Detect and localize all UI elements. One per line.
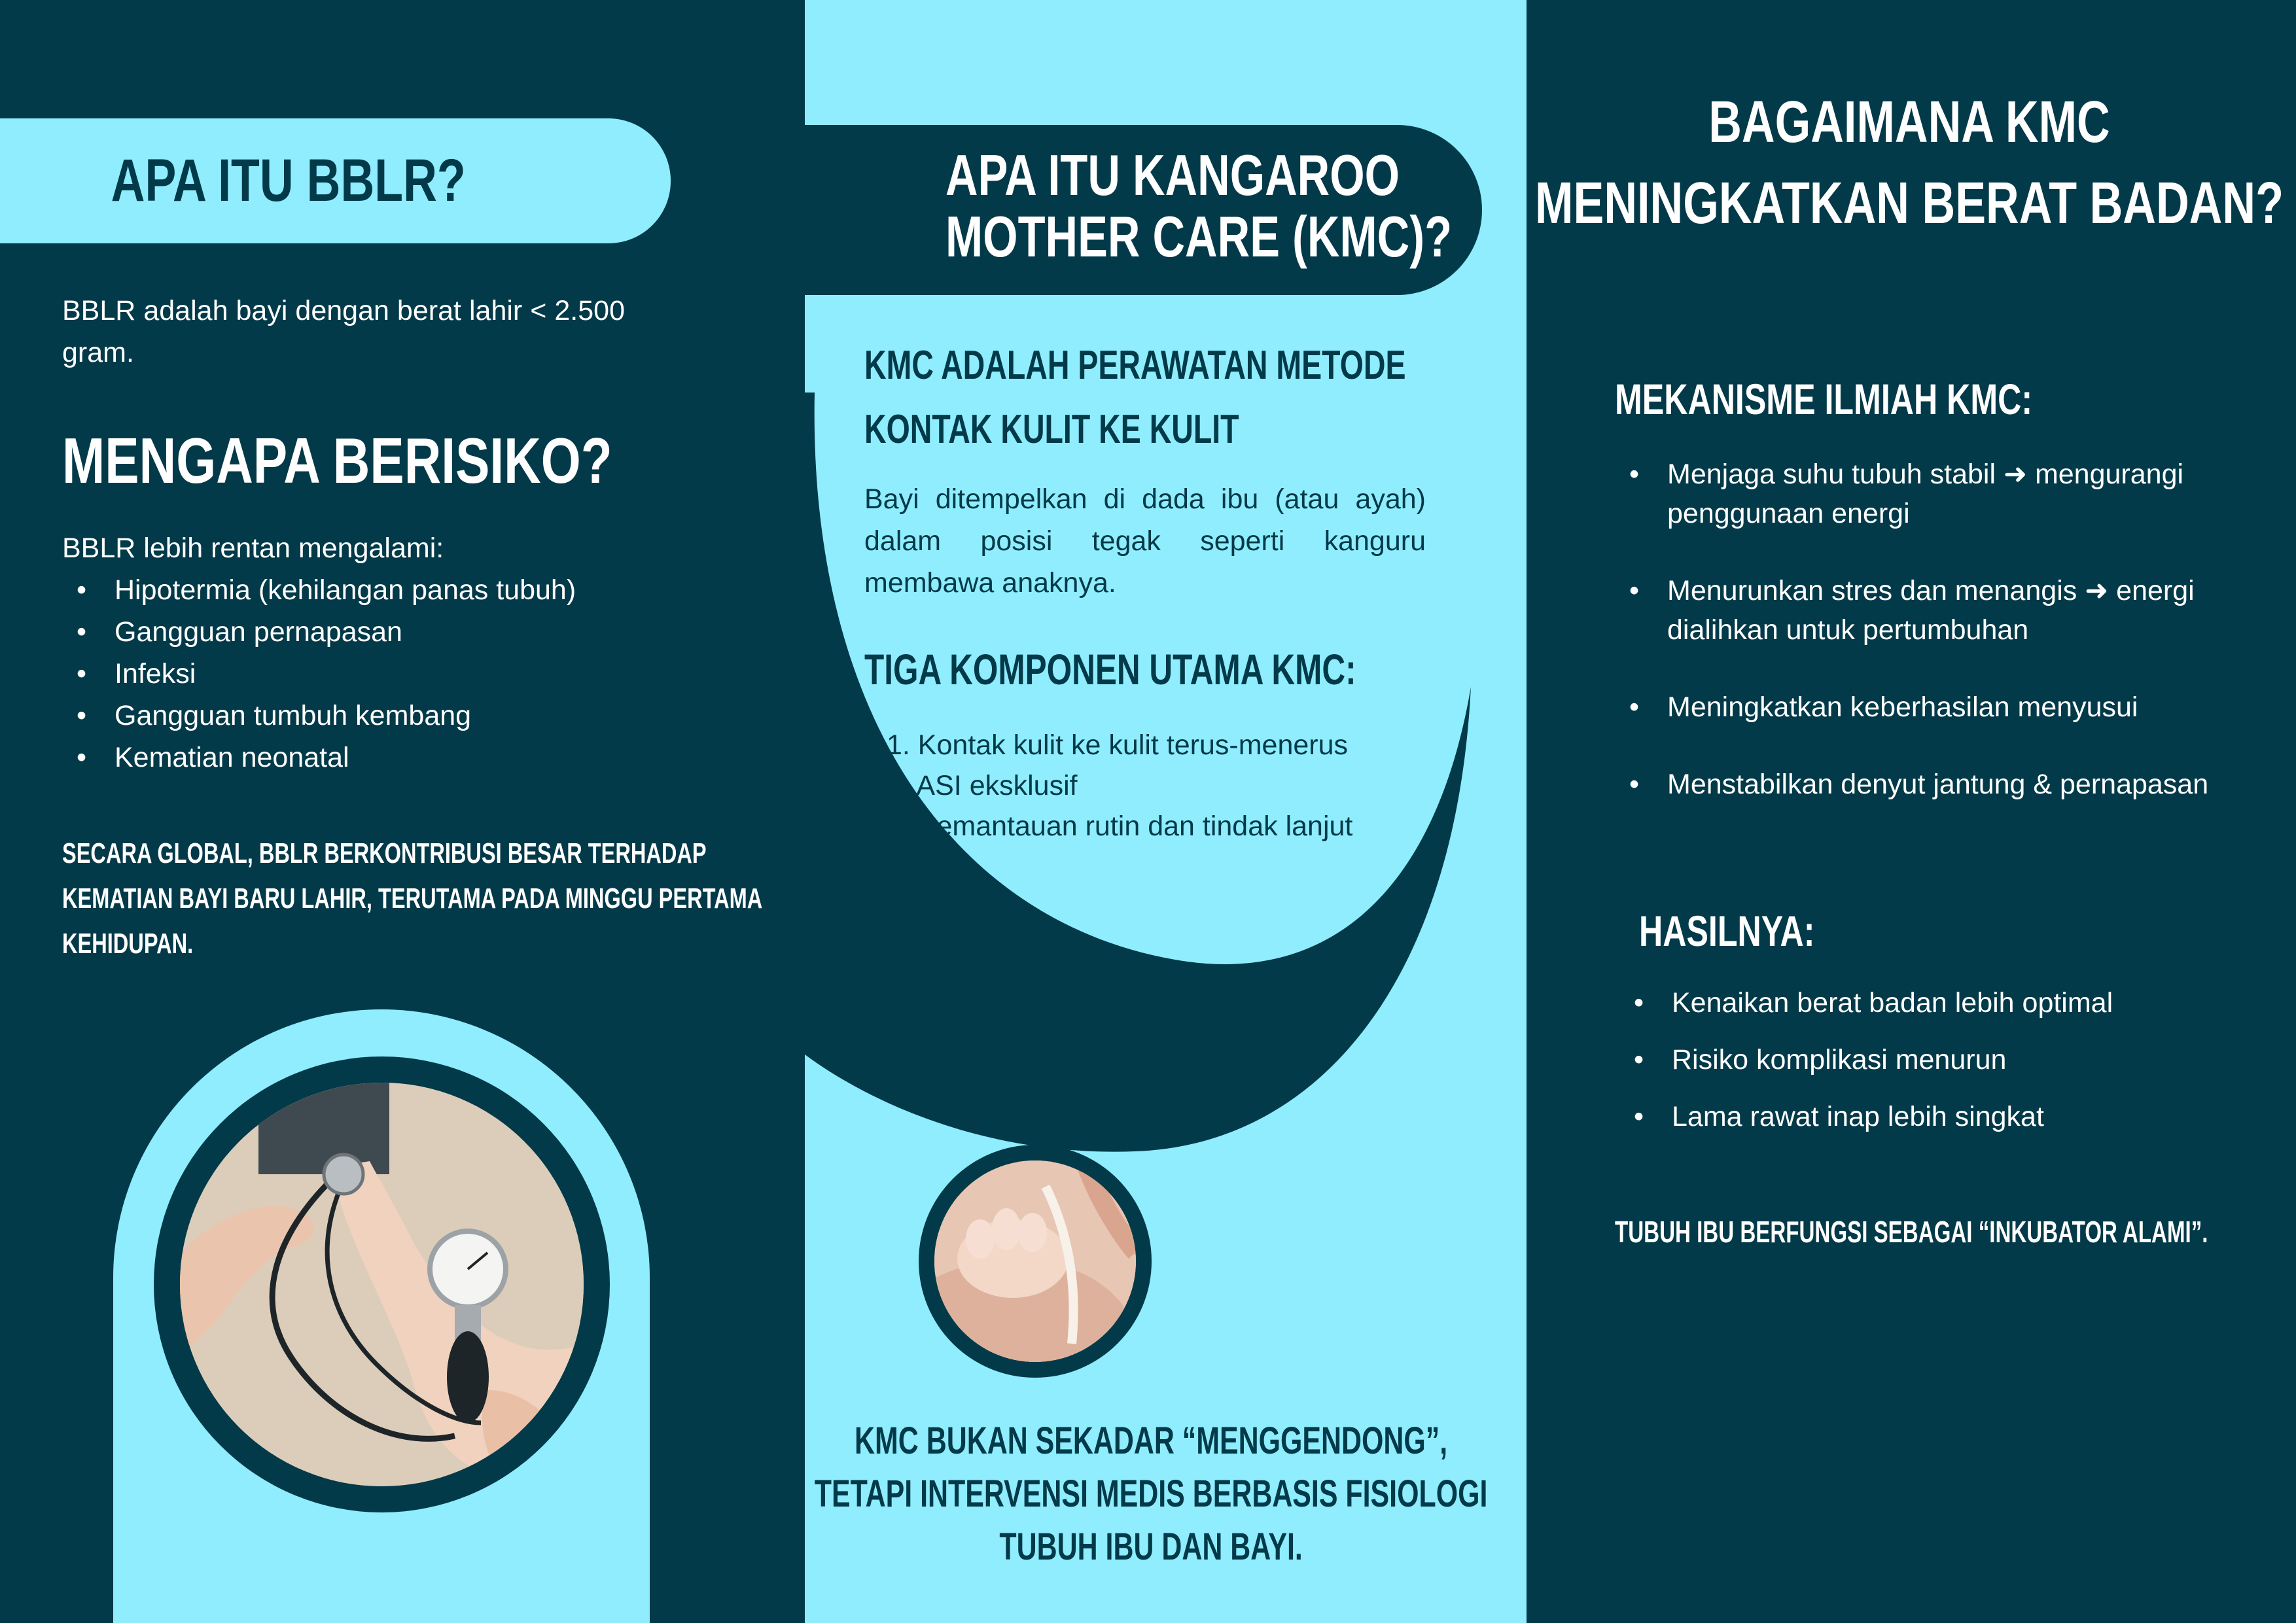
blood-pressure-illustration	[180, 1083, 584, 1486]
kmc-definition-heading: KMC ADALAH PERAWATAN METODE KONTAK KULIT KE KULIT	[864, 343, 1406, 452]
components-heading: TIGA KOMPONEN UTAMA KMC:	[864, 645, 1356, 693]
mechanism-list	[1615, 455, 2269, 842]
list-item: • Risiko komplikasi menurun	[1619, 1040, 2274, 1079]
middle-panel	[805, 0, 1527, 1623]
list-item: • Kematian neonatal	[62, 737, 716, 778]
baby-hand-photo	[934, 1161, 1136, 1362]
bblr-title-banner	[0, 118, 671, 243]
bblr-title: APA ITU BBLR?	[111, 147, 466, 214]
list-item: • Gangguan pernapasan	[62, 611, 716, 653]
baby-hand-illustration	[934, 1161, 1136, 1362]
kmc-description: Bayi ditempelkan di dada ibu (atau ayah) dalam posisi tegak seperti kanguru membawa anaknya.	[864, 483, 1426, 599]
list-item: • Menstabilkan denyut jantung & pernapasan	[1615, 765, 2269, 804]
list-item: • Infeksi	[62, 653, 716, 695]
kmc-closing-note: KMC BUKAN SEKADAR “MENGGENDONG”, TETAPI INTERVENSI MEDIS BERBASIS FISIOLOGI TUBUH IBU DAN BAYI.	[814, 1420, 1488, 1568]
kmc-title-banner	[805, 125, 1482, 295]
list-item: • Gangguan tumbuh kembang	[62, 695, 716, 737]
list-item: 3. Pemantauan rutin dan tindak lanjut	[887, 811, 1353, 842]
bblr-definition: BBLR adalah bayi dengan berat lahir < 2.500 gram.	[62, 295, 625, 368]
left-panel	[0, 0, 805, 1623]
kmc-title: APA ITU KANGAROO MOTHER CARE (KMC)?	[945, 143, 1453, 269]
list-item: • Menjaga suhu tubuh stabil ➜ mengurangi penggunaan energi	[1615, 455, 2269, 533]
blood-pressure-photo	[180, 1083, 584, 1486]
incubator-note: TUBUH IBU BERFUNGSI SEBAGAI “INKUBATOR ALAMI”.	[1615, 1215, 2208, 1249]
list-item: • Kenaikan berat badan lebih optimal	[1619, 983, 2274, 1022]
list-item: • Meningkatkan keberhasilan menyusui	[1615, 688, 2269, 727]
mechanism-heading: MEKANISME ILMIAH KMC:	[1615, 375, 2033, 423]
result-heading: HASILNYA:	[1639, 907, 1815, 955]
list-item: 2. ASI eksklusif	[887, 770, 1078, 801]
global-note: SECARA GLOBAL, BBLR BERKONTRIBUSI BESAR TERHADAP KEMATIAN BAYI BARU LAHIR, TERUTAMA PADA MINGGU PERTAMA KEHIDUPAN.	[62, 837, 762, 960]
risk-intro: BBLR lebih rentan mengalami:	[62, 532, 444, 564]
how-kmc-title: BAGAIMANA KMC MENINGKATKAN BERAT BADAN?	[1535, 90, 2284, 236]
risk-list	[62, 569, 716, 778]
components-list	[887, 725, 1475, 846]
list-item: • Lama rawat inap lebih singkat	[1619, 1097, 2274, 1136]
right-panel	[1527, 0, 2296, 1623]
risk-heading: MENGAPA BERISIKO?	[62, 425, 612, 497]
list-item: 1. Kontak kulit ke kulit terus-menerus	[887, 729, 1349, 761]
list-item: • Menurunkan stres dan menangis ➜ energi dialihkan untuk pertumbuhan	[1615, 571, 2269, 650]
list-item: • Hipotermia (kehilangan panas tubuh)	[62, 569, 716, 611]
result-list	[1619, 983, 2274, 1154]
